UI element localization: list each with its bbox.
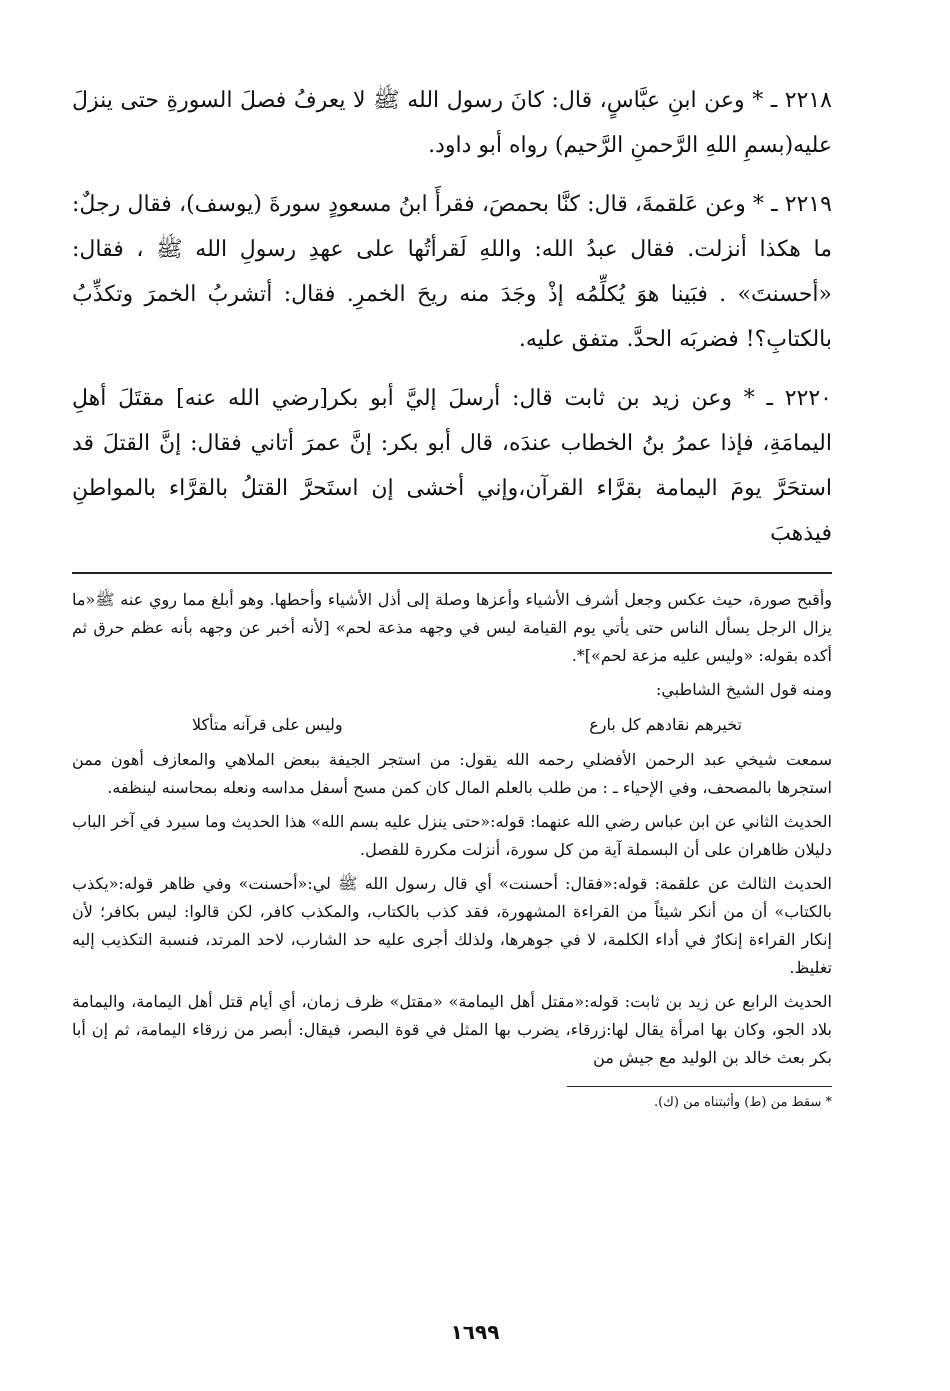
- commentary: [72, 586, 832, 1072]
- commentary-paragraph: الحديث الثالث عن علقمة: قوله:«فقال: أحسنت» أي قال رسول الله ﷺ لي:«أحسنت» وفي ظاهر قوله:«يكذب بالكتاب» أن من أنكر شيئاً من القراءة المشهورة، فقد كذب بالكتاب، والمكذب كافر، لكن قالوا: ليس بكافر؛ لأن إنكار القراءة إنكارٌ في أداء الكلمة، لا في جوهرها، ولذلك أجرى عليه حد الشارب، لاحد المرتد، فنسبة التكذيب إليه تغليظ.: [72, 874, 832, 977]
- footnote: * سقط من (ط) وأثبتناه من (ك).: [653, 1095, 832, 1110]
- main-text: [72, 78, 832, 556]
- poetry-verse: [72, 710, 832, 740]
- page-number: ١٦٩٩: [450, 1320, 500, 1344]
- verse-first-hemistich: تخيرهم نقادهم كل بارع: [589, 715, 742, 734]
- verse-second-hemistich: وليس على قرآنه متأكلا: [192, 715, 343, 734]
- commentary-paragraph: الحديث الثاني عن ابن عباس رضي الله عنهما: قوله:«حتى ينزل عليه بسم الله» هذا الحديث وما سيرد في آخر الباب دليلان ظاهران على أن البسملة آية من كل سورة، أنزلت مكررة للفصل.: [72, 812, 832, 859]
- hadith-2220: ٢٢٢٠ ـ * وعن زيد بن ثابت قال: أرسلَ إليَّ أبو بكر[رضي الله عنه] مقتَلَ أهلِ اليمامَةِ، فإذا عمرُ بنُ الخطاب عندَه، قال أبو بكر: إنَّ عمرَ أتاني فقال: إنَّ القتلَ قد استحَرَّ يومَ اليمامة بقرَّاء القرآن،وإني أخشى إن استَحرَّ القتلُ بالقرَّاء بالمواطنِ فيذهبَ: [72, 386, 832, 546]
- book-page: [72, 78, 832, 1371]
- commentary-paragraph: الحديث الرابع عن زيد بن ثابت: قوله:«مقتل أهل اليمامة» «مقتل» ظرف زمان، أي أيام قتل أهل اليمامة، واليمامة بلاد الجو، وكان بها امرأة يقال لها:زرقاء، يضرب بها المثل في قوة البصر، فيقال: أبصر من زرقاء اليمامة، ثم إن أبا بكر بعث خالد بن الوليد مع جيش من: [72, 992, 832, 1067]
- hadith-2219: ٢٢١٩ ـ * وعن عَلقمةَ، قال: كنَّا بحمصَ، فقرأَ ابنُ مسعودٍ سورةَ (يوسف)، فقال رجلٌ: ما هكذا أنزلت. فقال عبدُ الله: واللهِ لَقرأتُها على عهدِ رسولِ الله ﷺ ، فقال: «أحسنتَ» . فبَينا هوَ يُكلِّمُه إذْ وجَدَ منه ريحَ الخمرِ. فقال: أتشربُ الخمرَ وتكذِّبُ بالكتابِ؟! فضربَه الحدَّ. متفق عليه.: [72, 192, 832, 352]
- section-divider: [72, 572, 832, 574]
- commentary-paragraph: ومنه قول الشيخ الشاطبي:: [655, 680, 832, 699]
- commentary-paragraph: وأقبح صورة، حيث عكس وجعل أشرف الأشياء وأعزها وصلة إلى أذل الأشياء وأحطها. وهو أبلغ مما روي عنه ﷺ«ما يزال الرجل يسأل الناس حتى يأتي يوم القيامة ليس في وجهه مذعة لحم» [لأنه أخبر عن وجهه بأنه عظم حرق ثم أكده بقوله: «وليس عليه مزعة لحم»]*.: [72, 590, 833, 665]
- commentary-paragraph: سمعت شيخي عبد الرحمن الأفضلي رحمه الله يقول: من استجر الجيفة ببعض الملاهي والمعازف أهون ممن استجرها بالمصحف، وفي الإحياء ـ : من طلب بالعلم المال كان كمن مسح أسفل مداسه ونعله بمحاسنه لينظفه.: [72, 750, 832, 797]
- footnote-divider: [567, 1086, 832, 1087]
- hadith-2218: ٢٢١٨ ـ * وعن ابنِ عبَّاسٍ، قال: كانَ رسول الله ﷺ لا يعرفُ فصلَ السورةِ حتى ينزلَ عليه(بسمِ اللهِ الرَّحمنِ الرَّحيم) رواه أبو داود.: [72, 88, 832, 158]
